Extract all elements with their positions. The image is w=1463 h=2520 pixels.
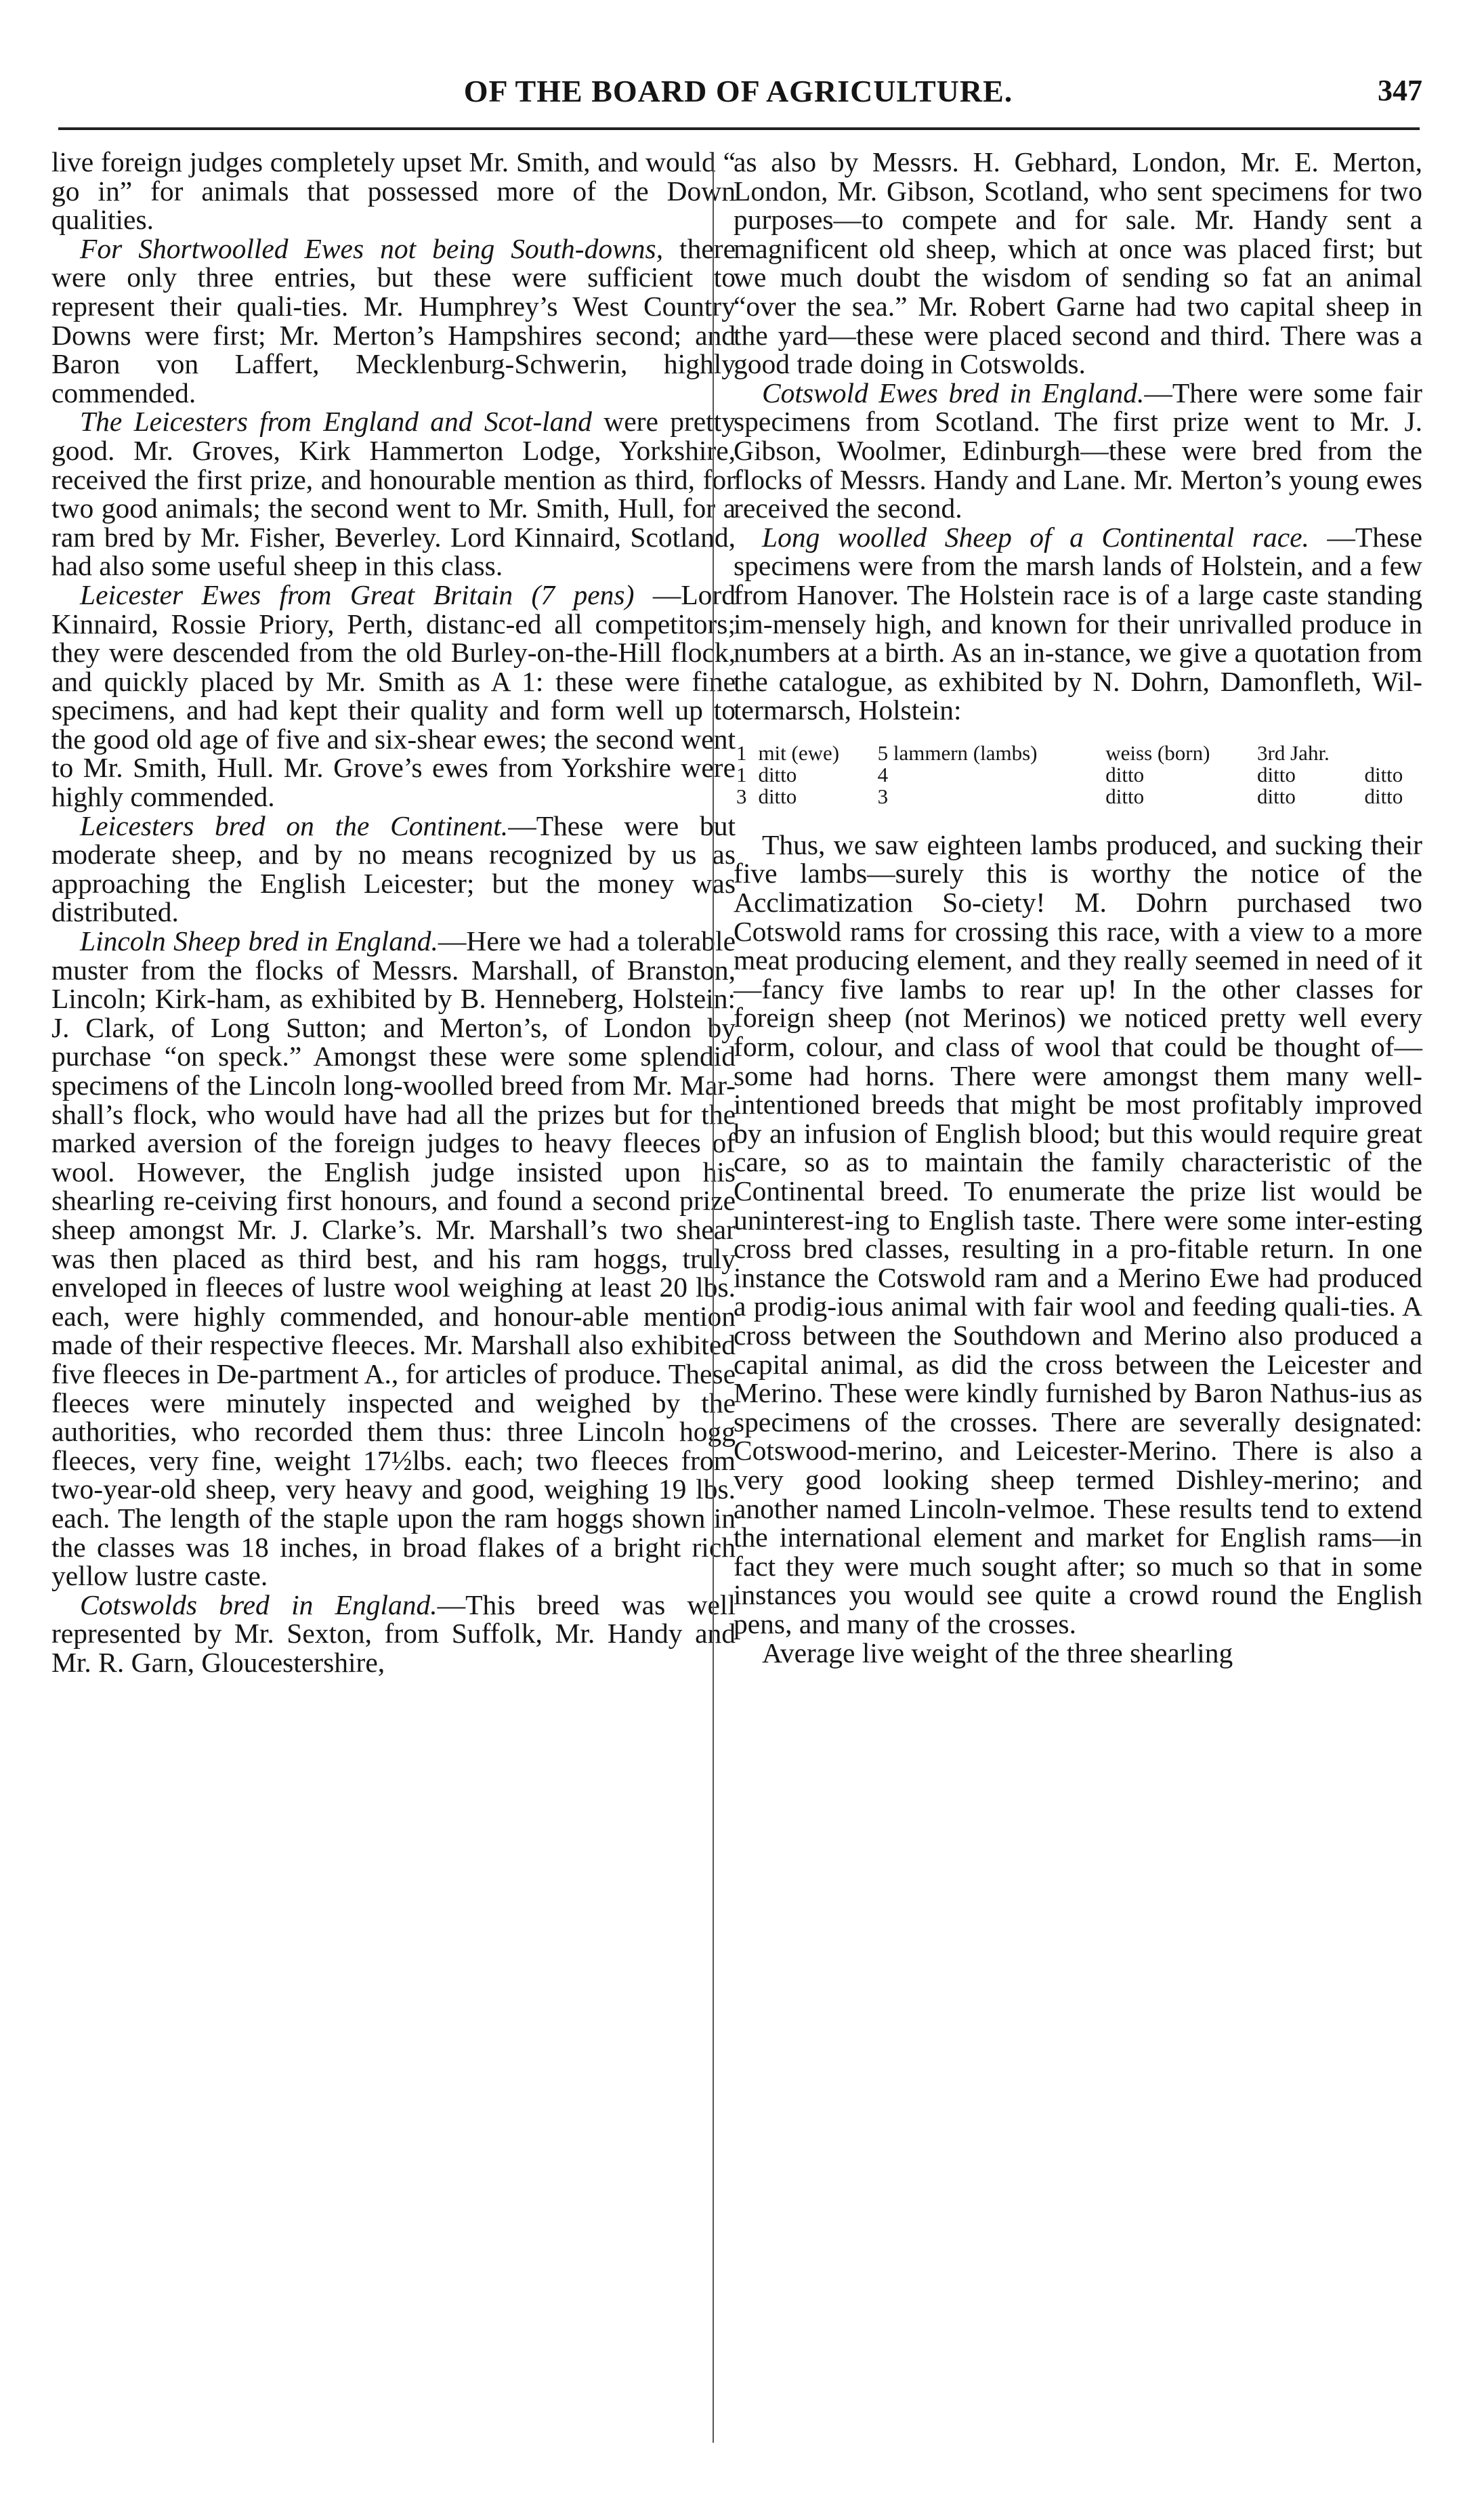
right-column xyxy=(734,148,1422,1667)
paragraph xyxy=(51,581,736,812)
paragraph xyxy=(51,927,736,1591)
catalogue-cell: ditto xyxy=(1105,762,1145,786)
paragraph-lead: Lincoln Sheep bred in England. xyxy=(80,925,438,957)
paragraph-text: Thus, we saw eighteen lambs produced, and sucking their five lambs—surely this is worthy the notice of the Acclimatization So-ciety! M. Dohrn purchased two Cotswold rams for crossing this race, with a view to a more meat producing element, and they really seemed in need of it—fancy five lambs to rear up! In the other classes for foreign sheep (not Merinos) we noticed pretty well every form, colour, and class of wool that could be thought of—some had horns. There were amongst them many well-intentioned breeds that might be most profitably improved by an infusion of English blood; but this would require great care, so as to maintain the family characteristic of the Continental breed. To enumerate the prize list would be uninterest-ing to English taste. There were some inter-esting cross bred classes, resulting in a pro-fitable return. In one instance the Cotswold ram and a Merino Ewe had produced a prodig-ious animal with fair wool and feeding quali-ties. A cross between the Southdown and Merino also produced a capital animal, as did the cross between the Leicester and Merino. These were kindly furnished by Baron Nathus-ius as specimens of the crosses. There are severally designated: Cotswood-merino, and Leicester-Merino. There is also a very good looking sheep termed Dishley-merino; and another named Lincoln-velmoe. These results tend to extend the international element and market for English rams—in fact they were much sought after; so much so that in some instances you would see quite a crowd round the English pens, and many of the crosses. xyxy=(734,828,1422,1639)
paragraph-lead: Leicester Ewes from Great Britain (7 pens) xyxy=(80,579,635,610)
paragraph-text: live foreign judges completely upset Mr. Smith, and would “ go in” for animals that possessed more of the Down qualities. xyxy=(51,146,736,236)
paragraph-text: —These specimens were from the marsh lands of Holstein, and a few from Hanover. The Holstein race is of a large caste standing im-mensely high, and known for their unrivalled produce in numbers at a birth. As an in-stance, we give a quotation from the catalogue, as exhibited by N. Dohrn, Damonfleth, Wil-termarsch, Holstein: xyxy=(734,521,1422,726)
catalogue-cell: 4 xyxy=(877,762,889,786)
catalogue-cell: ditto xyxy=(758,784,797,808)
paragraph xyxy=(51,234,736,408)
paragraph xyxy=(734,379,1422,523)
catalogue-cell: 3rd Jahr. xyxy=(1257,740,1330,765)
paragraph-text: there were only three entries, but these were sufficient to represent their quali-ties. Mr. Humphrey’s West Country Downs were first; Mr. Merton’s Hampshires second; and Baron von Laffert, Mecklenburg-Schwerin, highly commended. xyxy=(51,232,736,408)
column-divider xyxy=(713,153,714,2443)
catalogue-row xyxy=(734,786,1422,807)
paragraph-text: —This breed was well represented by Mr. Sexton, from Suffolk, Mr. Handy and Mr. R. Garn, Gloucestershire, xyxy=(51,1589,736,1678)
paragraph-text: —Here we had a tolerable muster from the flocks of Messrs. Marshall, of Branston, Lincoln; Kirk-ham, as exhibited by B. Henneberg, Holstein: J. Clark, of Long Sutton; and Merton’s, of London by purchase “on speck.” Amongst these were some splendid specimens of the Lincoln long-woolled breed from Mr. Mar-shall’s flock, who would have had all the prizes but for the marked aversion of the foreign judges to heavy fleeces of wool. However, the English judge insisted upon his shearling re-ceiving first honours, and found a second prize sheep amongst Mr. J. Clarke’s. Mr. Marshall’s two shear was then placed as third best, and his ram hoggs, truly enveloped in fleeces of lustre wool weighing at least 20 lbs. each, were highly commended, and honour-able mention made of their respective fleeces. Mr. Marshall also exhibited five fleeces in De-partment A., for articles of produce. These fleeces were minutely inspected and weighed by the authorities, who recorded them thus: three Lincoln hogg fleeces, very fine, weight 17½lbs. each; two fleeces from two-year-old sheep, very heavy and good, weighing 19 lbs. each. The length of the staple upon the ram hoggs shown in the classes was 18 inches, in broad flakes of a bright rich yellow lustre caste. xyxy=(51,925,736,1592)
catalogue-cell: 5 lammern (lambs) xyxy=(877,740,1038,765)
paragraph-text: —Lord Kinnaird, Rossie Priory, Perth, distanc-ed all competitors; they were descended from the old Burley-on-the-Hill flock, and quickly placed by Mr. Smith as A 1: these were fine specimens, and had kept their quality and form well up to the good old age of five and six-shear ewes; the second went to Mr. Smith, Hull. Mr. Grove’s ewes from Yorkshire were highly commended. xyxy=(51,579,736,813)
paragraph xyxy=(734,523,1422,725)
paragraph-text: —There were some fair specimens from Scotland. The first prize went to Mr. J. Gibson, Woolmer, Edinburgh—these were bred from the flocks of Messrs. Handy and Lane. Mr. Merton’s young ewes received the second. xyxy=(734,377,1422,524)
paragraph xyxy=(51,1591,736,1677)
page-header xyxy=(54,73,1422,127)
paragraph xyxy=(734,828,1422,1639)
catalogue-row xyxy=(734,742,1422,764)
paragraph-text: Average live weight of the three shearling xyxy=(762,1637,1233,1668)
catalogue-cell: ditto xyxy=(1364,762,1403,786)
catalogue-cell: 1 xyxy=(736,740,747,765)
paragraph-lead: Leicesters bred on the Continent. xyxy=(80,810,509,841)
running-title: OF THE BOARD OF AGRICULTURE. xyxy=(463,74,1013,108)
paragraph-lead: For Shortwoolled Ewes not being South-downs, xyxy=(80,232,664,264)
catalogue-cell: weiss (born) xyxy=(1105,740,1210,765)
catalogue-cell: ditto xyxy=(1105,784,1145,808)
page-number: 347 xyxy=(1378,74,1422,107)
right-column-lower xyxy=(734,828,1422,1668)
paragraph xyxy=(51,812,736,927)
paragraph xyxy=(51,407,736,581)
paragraph-text: were pretty good. Mr. Groves, Kirk Hammerton Lodge, Yorkshire, received the first prize, and honourable mention as third, for two good animals; the second went to Mr. Smith, Hull, for a ram bred by Mr. Fisher, Beverley. Lord Kinnaird, Scotland, had also some useful sheep in this class. xyxy=(51,406,736,582)
left-column xyxy=(51,148,736,1677)
catalogue-row xyxy=(734,764,1422,786)
paragraph-text: —These were but moderate sheep, and by no means recognized by us as approaching the English Leicester; but the money was distributed. xyxy=(51,810,736,928)
catalogue-cell: mit (ewe) xyxy=(758,740,840,765)
catalogue-cell: ditto xyxy=(1257,784,1296,808)
catalogue-quotation xyxy=(734,742,1422,807)
catalogue-cell: 1 xyxy=(736,762,747,786)
right-column-upper xyxy=(734,148,1422,725)
catalogue-cell: ditto xyxy=(1364,784,1403,808)
paragraph-lead: The Leicesters from England and Scot-land xyxy=(80,406,592,438)
paragraph-text: as also by Messrs. H. Gebhard, London, Mr. E. Merton, London, Mr. Gibson, Scotland, who sent specimens for two purposes—to compete and for sale. Mr. Handy sent a magnificent old sheep, which at once was placed first; but we much doubt the wisdom of sending so fat an animal “over the sea.” Mr. Robert Garne had two capital sheep in the yard—these were placed second and third. There was a good trade doing in Cotswolds. xyxy=(734,146,1422,380)
continued-paragraph xyxy=(734,148,1422,379)
paragraph-lead: Cotswolds bred in England. xyxy=(80,1589,438,1620)
catalogue-cell: 3 xyxy=(736,784,747,808)
catalogue-cell: ditto xyxy=(758,762,797,786)
header-rule xyxy=(58,127,1420,130)
catalogue-table xyxy=(734,742,1422,807)
paragraph xyxy=(734,1639,1422,1668)
catalogue-cell: 3 xyxy=(877,784,889,808)
paragraph-lead: Long woolled Sheep of a Continental race. xyxy=(762,521,1309,553)
continued-paragraph xyxy=(51,148,736,234)
catalogue-cell: ditto xyxy=(1257,762,1296,786)
paragraph-lead: Cotswold Ewes bred in England. xyxy=(762,377,1145,408)
